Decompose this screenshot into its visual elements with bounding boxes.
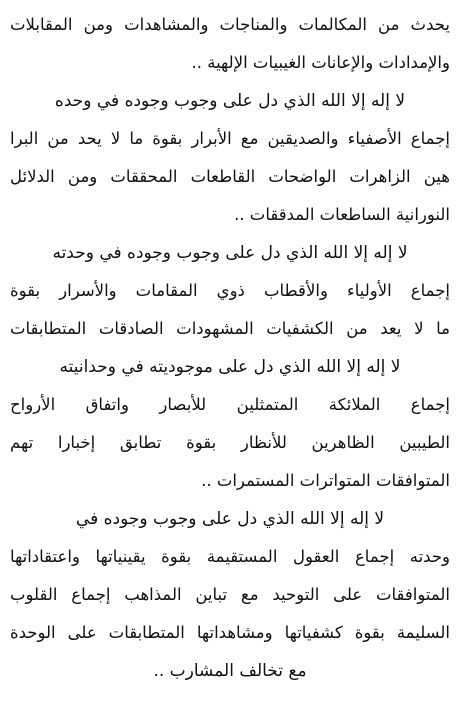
tahlil-heading-1: لا إله إلا الله الذي دل على وجوب وجوده في وحده <box>54 91 406 111</box>
text-line-11: إجماع الملائكة المتمثلين للأبصار واتفاق الأرواح <box>10 395 450 414</box>
text-line-6: النورانية الساطعات المدققات .. <box>234 205 450 224</box>
text-line-12: الطيبين الظاهرين للأنظار بقوة تطابق إخبارا تهم <box>10 433 450 452</box>
tahlil-heading-3: لا إله إلا الله الذي دل على موجوديته في وحدانيته <box>59 357 401 377</box>
text-line-2: والإمدادات والإعانات الغيبيات الإلهية .. <box>191 53 450 72</box>
text-line-18: مع تخالف المشارب .. <box>153 661 307 681</box>
text-line-4: إجماع الأصفياء والصديقين مع الأبرار بقوة ما لا يحد من البرا <box>10 129 450 148</box>
text-line-16: المتوافقات على التوحيد مع تباين المذاهب إجماع القلوب <box>10 585 450 604</box>
text-line-8: إجماع الأولياء والأقطاب ذوي المقامات والأسرار بقوة <box>10 281 450 300</box>
text-line-9: ما لا يعد من الكشفيات المشهودات الصادقات المتطابقات <box>10 319 450 338</box>
text-line-15: وحدته إجماع العقول المستقيمة بقوة يقينياتها واعتقاداتها <box>10 547 450 566</box>
text-line-1: يحدث من المكالمات والمناجات والمشاهدات ومن المقابلات <box>10 15 450 34</box>
text-line-17: السليمة بقوة كشفياتها ومشاهداتها المتطابقات على الوحدة <box>10 623 450 642</box>
tahlil-heading-2: لا إله إلا الله الذي دل على وجوب وجوده في وحدته <box>52 243 408 263</box>
tahlil-heading-4: لا إله إلا الله الذي دل على وجوب وجوده في <box>75 509 385 529</box>
text-line-5: هين الزاهرات الواضحات القاطعات المحققات ومن الدلائل <box>10 167 450 186</box>
text-line-13: المتوافقات المتواترات المستمرات .. <box>201 471 450 490</box>
